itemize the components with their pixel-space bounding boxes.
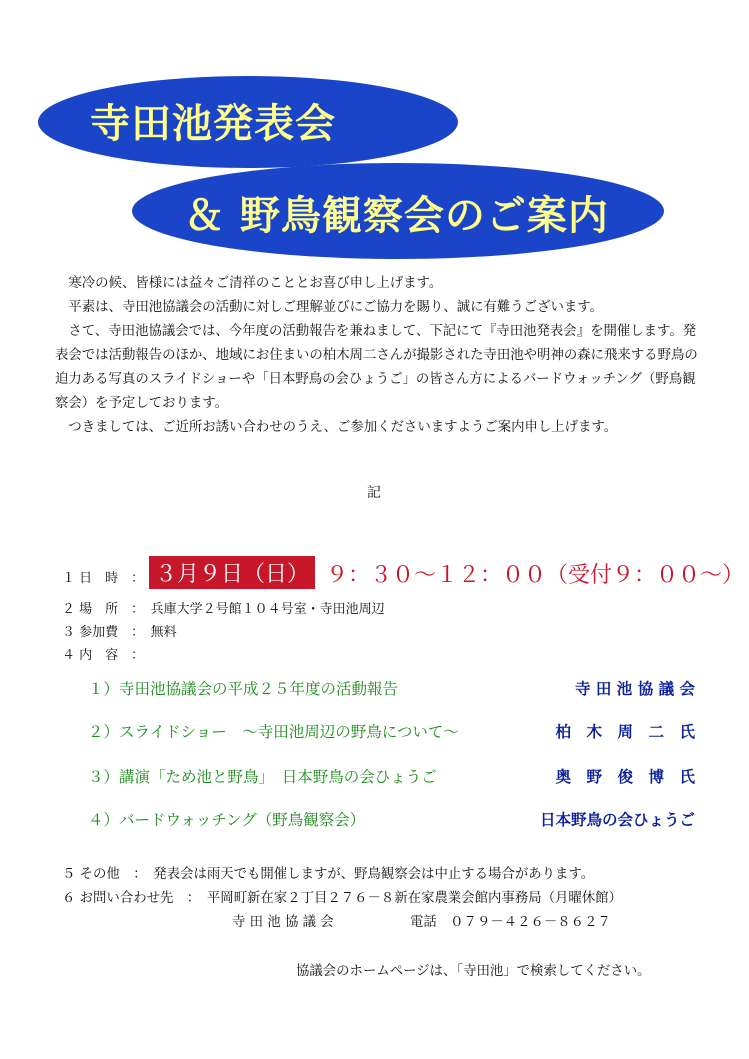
greeting-paragraph: 寒冷の候、皆様には益々ご清祥のこととお喜び申し上げます。 <box>68 276 443 291</box>
greeting-text <box>55 272 705 440</box>
datetime-label: １ 日 時 ： <box>62 571 145 586</box>
fee: ３ 参加費 ： 無料 <box>62 625 177 640</box>
greeting-paragraph: さて、寺田池協議会では、今年度の活動報告を兼ねまして、下記にて『寺田池発表会』を開催します。発表会では活動報告のほか、地域にお住まいの柏木周二さんが撮影された寺田池や明神の森に飛来する野鳥の迫力ある写真のスライドショーや「日本野鳥の会ひょうご」の皆さん方によるバードウォッチング（野鳥観察会）を予定しております。 <box>55 324 698 411</box>
title-line-2: ＆ 野鳥観察会のご案内 <box>184 193 609 239</box>
program-presenter: 柏 木 周 二 氏 <box>555 723 695 741</box>
program-presenter: 寺 田 池 協 議 会 <box>575 680 695 698</box>
content-label: ４ 内 容 ： <box>62 648 145 663</box>
event-date: ３月９日（日） <box>149 556 315 589</box>
program-item: ４）バードウォッチング（野鳥観察会） <box>88 811 366 829</box>
other-notes: ５ その他 ： 発表会は雨天でも開催しますが、野鳥観察会は中止する場合があります。 <box>62 867 595 882</box>
greeting-paragraph: 平素は、寺田池協議会の活動に対しご理解並びにご協力を賜り、誠に有難うございます。 <box>68 300 603 315</box>
program-presenter: 奥 野 俊 博 氏 <box>555 768 695 786</box>
ki-heading: 記 <box>367 485 381 501</box>
program-item: ２）スライドショー ～寺田池周辺の野鳥について～ <box>88 723 459 741</box>
program-item: １）寺田池協議会の平成２５年度の活動報告 <box>88 680 399 698</box>
phone-number: 電話 ０７９－４２６－８６２７ <box>410 915 611 930</box>
homepage-note: 協議会のホームページは、「寺田池」で検索してください。 <box>296 964 651 979</box>
program-presenter: 日本野鳥の会ひょうご <box>539 811 695 829</box>
program-item: ３）講演「ため池と野鳥」 日本野鳥の会ひょうご <box>88 768 437 786</box>
event-time: ９：３０〜１２：００（受付９：００〜） <box>326 563 745 588</box>
org-name: 寺 田 池 協 議 会 <box>232 915 334 930</box>
venue: ２ 場 所 ： 兵庫大学２号館１０４号室・寺田池周辺 <box>62 602 385 617</box>
title-line-1: 寺田池発表会 <box>90 101 336 147</box>
greeting-paragraph: つきましては、ご近所お誘い合わせのうえ、ご参加くださいますようご案内申し上げます。 <box>68 420 618 435</box>
contact-info: ６ お問い合わせ先 ： 平岡町新在家２丁目２７６－８新在家農業会館内事務局（月曜休館） <box>62 891 622 906</box>
